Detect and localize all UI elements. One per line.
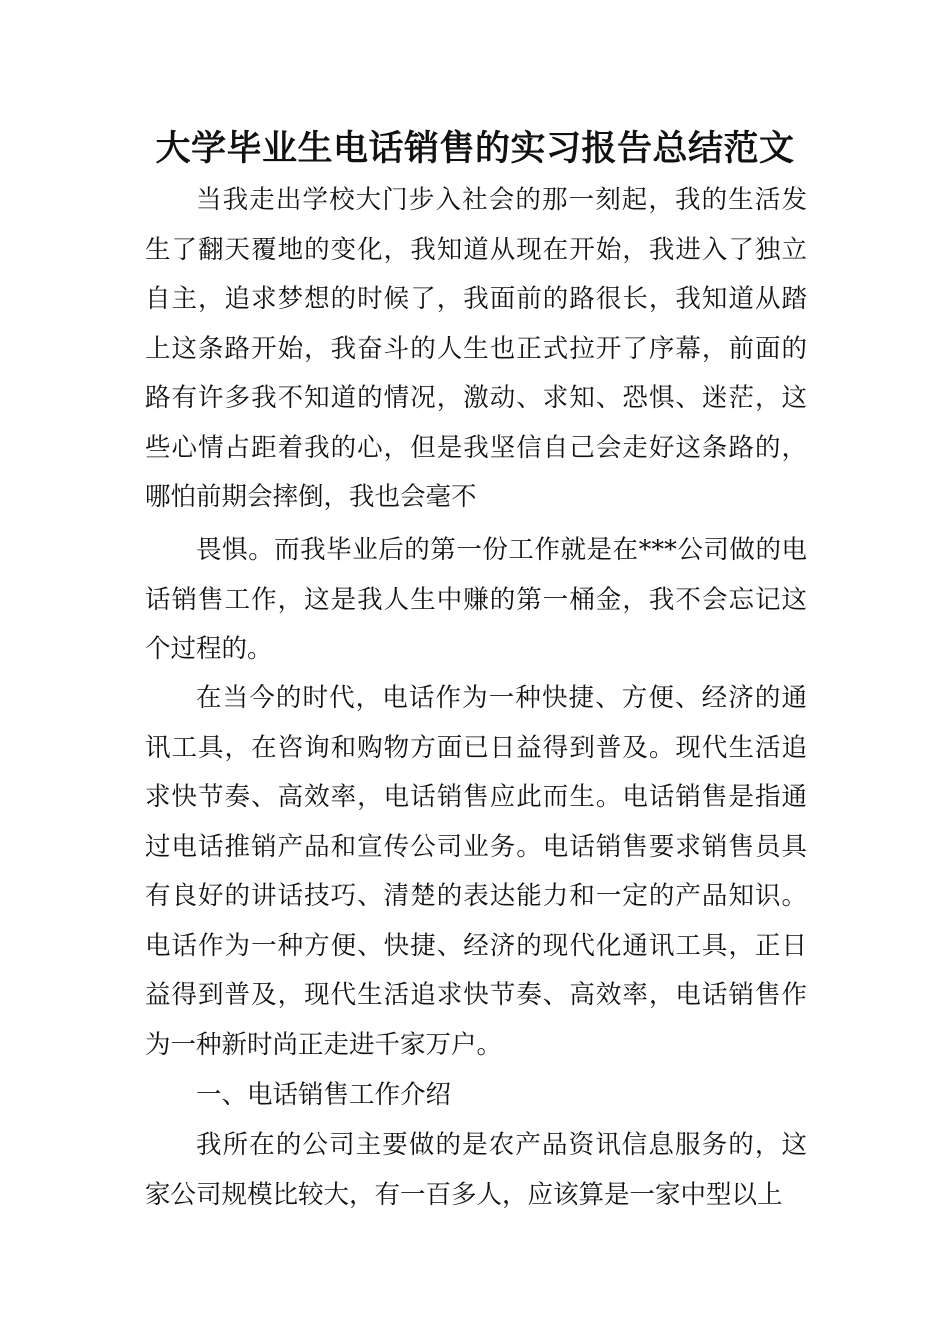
paragraph-intro: 当我走出学校大门步入社会的那一刻起，我的生活发生了翻天覆地的变化，我知道从现在开始，我进入了独立自主，追求梦想的时候了，我面前的路很长，我知道从踏上这条路开始，我奋斗的人生也正式拉开了序幕，前面的路有许多我不知道的情况，激动、求知、恐惧、迷茫，这些心情占距着我的心，但是我坚信自己会走好这条路的，哪怕前期会摔倒，我也会毫不: [145, 185, 807, 512]
paragraph-first-job: 畏惧。而我毕业后的第一份工作就是在***公司做的电话销售工作，这是我人生中赚的第一桶金，我不会忘记这个过程的。: [145, 535, 807, 664]
section-heading-job-intro: 一、电话销售工作介绍: [196, 1080, 452, 1110]
paragraph-company-intro: 我所在的公司主要做的是农产品资讯信息服务的，这家公司规模比较大，有一百多人，应该算是一家中型以上: [145, 1130, 807, 1210]
paragraph-telesales-overview: 在当今的时代，电话作为一种快捷、方便、经济的通讯工具，在咨询和购物方面已日益得到普及。现代生活追求快节奏、高效率，电话销售应此而生。电话销售是指通过电话推销产品和宣传公司业务。电话销售要求销售员具有良好的讲话技巧、清楚的表达能力和一定的产品知识。电话作为一种方便、快捷、经济的现代化通讯工具，正日益得到普及，现代生活追求快节奏、高效率，电话销售作为一种新时尚正走进千家万户。: [145, 683, 807, 1060]
document-title: 大学毕业生电话销售的实习报告总结范文: [155, 129, 795, 169]
